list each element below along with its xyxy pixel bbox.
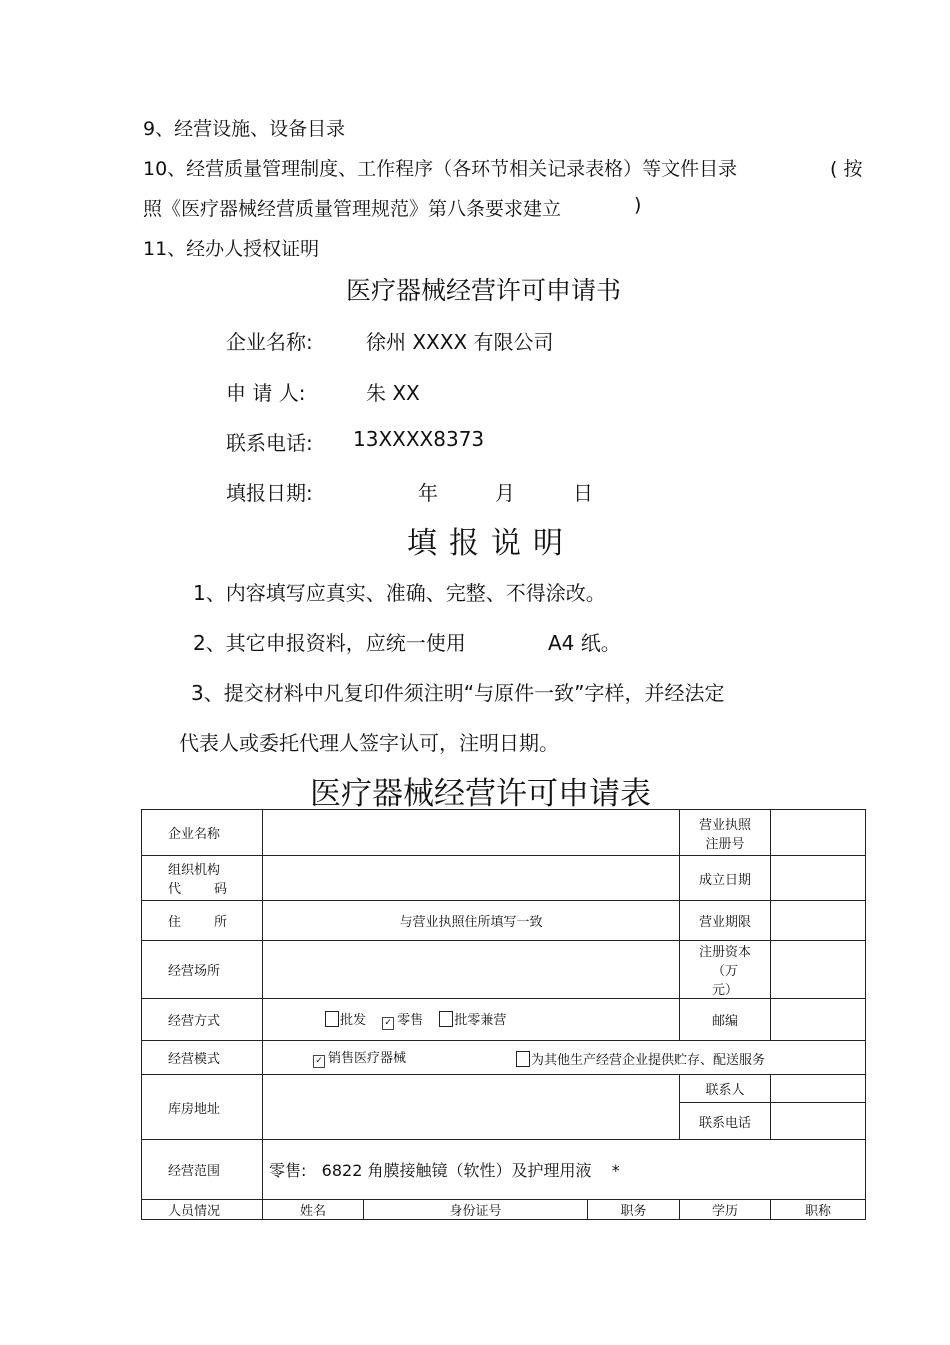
warehouse-address-label: 库房地址 bbox=[142, 1075, 263, 1140]
sell-devices-label: 销售医疗器械 bbox=[328, 1051, 407, 1066]
registered-capital-field[interactable] bbox=[771, 941, 866, 999]
contact-person-field[interactable] bbox=[771, 1075, 866, 1103]
instruction-3: 3、提交材料中凡复印件须注明“与原件一致”字样，并经法定 bbox=[191, 681, 725, 705]
company-label: 企业名称: bbox=[226, 330, 313, 354]
premises-label: 经营场所 bbox=[142, 941, 263, 999]
form-title: 医疗器械经营许可申请表 bbox=[310, 776, 651, 812]
warehouse-address-field[interactable] bbox=[263, 1075, 680, 1140]
license-number-field[interactable] bbox=[771, 810, 866, 856]
col-education-header: 学历 bbox=[680, 1200, 771, 1220]
contact-person-label: 联系人 bbox=[680, 1075, 771, 1103]
instruction-3-cont: 代表人或委托代理人签字认可，注明日期。 bbox=[179, 731, 559, 755]
col-name-header: 姓名 bbox=[263, 1200, 364, 1220]
phone-label: 联系电话: bbox=[226, 431, 313, 455]
applicant-label: 申 请 人: bbox=[226, 381, 306, 405]
wholesale-checkbox[interactable] bbox=[325, 1011, 339, 1027]
col-id-header: 身份证号 bbox=[364, 1200, 588, 1220]
instructions-title: 填报说明 bbox=[407, 526, 575, 561]
business-model-label: 经营模式 bbox=[142, 1041, 263, 1075]
col-position-header: 职务 bbox=[588, 1200, 680, 1220]
postcode-field[interactable] bbox=[771, 999, 866, 1041]
list-item-10-close: ) bbox=[634, 194, 642, 216]
address-field[interactable]: 与营业执照住所填写一致 bbox=[263, 901, 680, 941]
business-term-label: 营业期限 bbox=[680, 901, 771, 941]
org-code-label: 组织机构 代 码 bbox=[142, 856, 263, 901]
business-model-options bbox=[263, 1041, 866, 1075]
company-name-field[interactable] bbox=[263, 810, 680, 856]
instruction-2: 2、其它申报资料，应统一使用 bbox=[193, 631, 466, 655]
company-value: 徐州 XXXX 有限公司 bbox=[366, 330, 554, 354]
business-scope-field[interactable]: 零售: 6822 角膜接触镜（软性）及护理用液 * bbox=[263, 1140, 866, 1200]
contact-phone-label: 联系电话 bbox=[680, 1103, 771, 1140]
application-form-table bbox=[141, 809, 866, 1220]
date-day: 日 bbox=[573, 481, 593, 505]
org-code-field[interactable] bbox=[263, 856, 680, 901]
established-date-field[interactable] bbox=[771, 856, 866, 901]
contact-phone-field[interactable] bbox=[771, 1103, 866, 1140]
applicant-value: 朱 XX bbox=[366, 381, 420, 405]
retail-label: 零售 bbox=[397, 1013, 424, 1028]
list-item-10-cont: 照《医疗器械经营质量管理规范》第八条要求建立 bbox=[143, 198, 562, 220]
postcode-label: 邮编 bbox=[680, 999, 771, 1041]
retail-checkbox[interactable]: ✓ bbox=[382, 1017, 394, 1030]
storage-service-label: 为其他生产经营企业提供贮存、配送服务 bbox=[531, 1053, 766, 1068]
business-mode-options bbox=[263, 999, 680, 1041]
list-item-11: 11、经办人授权证明 bbox=[143, 238, 320, 260]
license-number-label: 营业执照 注册号 bbox=[680, 810, 771, 856]
wholesale-label: 批发 bbox=[340, 1013, 367, 1028]
business-mode-label: 经营方式 bbox=[142, 999, 263, 1041]
storage-option bbox=[516, 1049, 765, 1068]
registered-capital-label: 注册资本 （万 元） bbox=[680, 941, 771, 999]
list-item-9: 9、经营设施、设备目录 bbox=[143, 118, 346, 140]
list-item-10: 10、经营质量管理制度、工作程序（各环节相关记录表格）等文件目录 bbox=[143, 158, 738, 180]
date-month: 月 bbox=[495, 481, 515, 505]
phone-value: 13XXXX8373 bbox=[353, 427, 485, 451]
date-label: 填报日期: bbox=[226, 481, 313, 505]
wholesale-retail-checkbox[interactable] bbox=[439, 1011, 453, 1027]
date-year: 年 bbox=[418, 481, 438, 505]
business-scope-label: 经营范围 bbox=[142, 1140, 263, 1200]
wholesale-retail-label: 批零兼营 bbox=[454, 1013, 507, 1028]
sell-devices-checkbox[interactable]: ✓ bbox=[313, 1055, 325, 1068]
storage-service-checkbox[interactable] bbox=[516, 1051, 530, 1067]
instruction-1: 1、内容填写应真实、准确、完整、不得涂改。 bbox=[193, 581, 606, 605]
company-name-label: 企业名称 bbox=[142, 810, 263, 856]
col-title-header: 职称 bbox=[771, 1200, 866, 1220]
premises-field[interactable] bbox=[263, 941, 680, 999]
application-title: 医疗器械经营许可申请书 bbox=[346, 276, 622, 305]
business-term-field[interactable] bbox=[771, 901, 866, 941]
list-item-10-bracket: ( 按 bbox=[830, 158, 863, 180]
address-label: 住 所 bbox=[142, 901, 263, 941]
established-date-label: 成立日期 bbox=[680, 856, 771, 901]
staff-label: 人员情况 bbox=[142, 1200, 263, 1220]
instruction-2-paper: A4 纸。 bbox=[548, 631, 621, 655]
